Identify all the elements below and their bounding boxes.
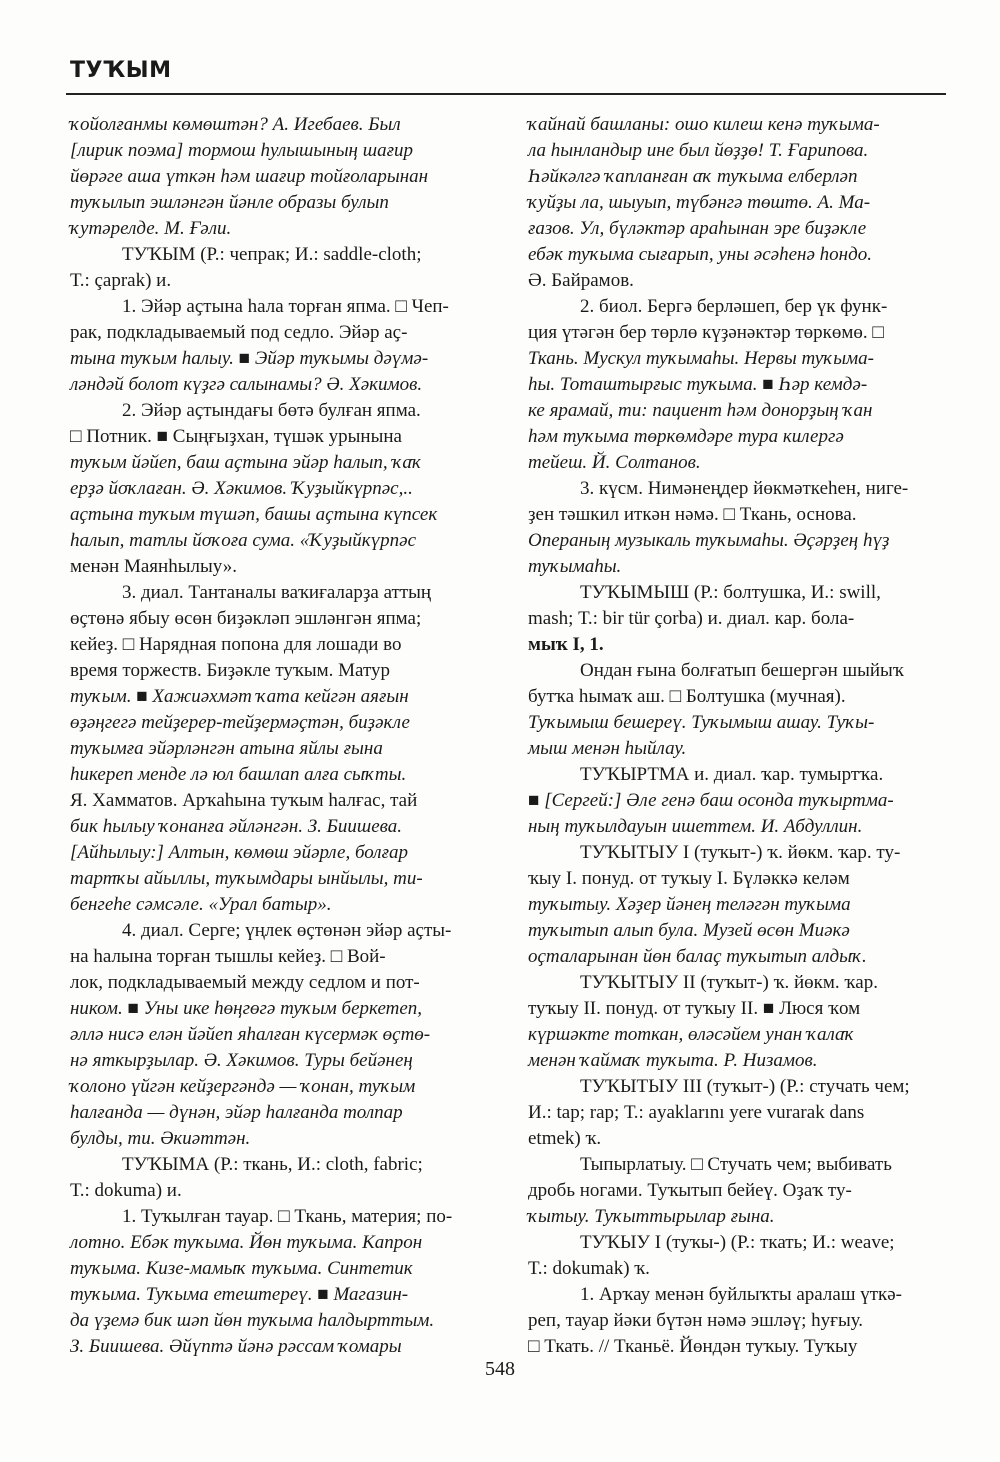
text-line: etmek) ҡ.: [528, 1128, 602, 1149]
text-line: Операның музыкаль туҡымаһы. Әҫәрҙең һүҙ: [528, 530, 890, 551]
page-number: 548: [485, 1358, 515, 1380]
sense-line: 2. биол. Бергә берләшеп, бер үк функ-: [580, 296, 888, 317]
text-line: ция үтәгән бер төрлө күҙәнәктәр төркөмө. □: [528, 322, 884, 343]
text-line: бик һылыу ҡонанға әйләнгән. З. Биишева.: [70, 816, 403, 837]
left-column: [70, 112, 490, 1360]
entry-headword-line: ТУҠЫУ I (туҡы-) (Р.: ткать; И.: weave;: [580, 1232, 895, 1253]
text-line: ҡуйҙы ла, шыуып, түбәнгә төштө. А. Ма-: [528, 192, 871, 213]
text-line: тартҡы айыллы, туҡымдары ынйылы, ти-: [70, 868, 423, 889]
text-line: һәм туҡыма төркөмдәре тура килергә: [528, 426, 844, 447]
text-line: на һалына торған тышлы кейеҙ. □ Вой-: [70, 946, 386, 967]
text-line: һалып, татлы йоҡоға сума. «Ҡуҙыйкүрпәс: [70, 530, 417, 551]
text-line: һы. Тоташтырғыс туҡыма. ■ Һәр кемдә-: [528, 374, 868, 395]
text-line: һикереп менде лә юл башлап алға сыҡты.: [70, 764, 407, 785]
text-line: [лирик поэма] тормош һулышының шағир: [70, 140, 413, 161]
text-line: туҡым. ■ Хажиәхмәт ҡата кейгән аяғын: [70, 686, 409, 707]
text-line: туҡым йәйеп, баш аҫтына эйәр һалып, ҡаҡ: [70, 452, 422, 473]
text-line: лотно. Ебәк туҡыма. Йөн туҡыма. Капрон: [70, 1232, 423, 1253]
text-line: рак, подкладываемый под седло. Эйәр аҫ-: [70, 322, 408, 343]
text-line: ҙен тәшкил иткән нәмә. □ Ткань, основа.: [528, 504, 857, 525]
text-line: тейеш. Й. Солтанов.: [528, 452, 701, 473]
text-line: менән ҡаймаҡ туҡыта. Р. Низамов.: [528, 1050, 818, 1071]
text-line: туҡытыу. Хәҙер йәнең теләгән туҡыма: [528, 894, 851, 915]
sense-line: 1. Эйәр аҫтына һала торған япма. □ Чеп-: [122, 296, 449, 317]
text-line: ғазов. Ул, бүләктәр араһынан эре биҙәкле: [528, 218, 867, 239]
text-line: бенгеһе сәмсәле. «Урал батыр».: [70, 894, 332, 915]
entry-headword-line: ТУҠЫМ (Р.: чепрак; И.: saddle-cloth;: [122, 244, 422, 265]
text-line: күршәкте тоткан, өләсәйем унан ҡалаҡ: [528, 1024, 855, 1045]
text-line: туҡымға эйәрләнгән атына яйлы ғына: [70, 738, 383, 759]
text-line: йөрәге аша үткән һәм шағир тойғоларынан: [70, 166, 429, 187]
text-line: □ Потник. ■ Сыңғыҙхан, түшәк урынына: [70, 426, 402, 447]
text-line: □ Ткать. // Тканьё. Йөндән туҡыу. Туҡыу: [528, 1336, 858, 1357]
entry-headword-line: ТУҠЫТЫУ II (туҡыт-) ҡ. йөкм. ҡар.: [580, 972, 878, 993]
entry-headword-line: ТУҠЫТЫУ I (туҡыт-) ҡ. йөкм. ҡар. ту-: [580, 842, 901, 863]
text-line: Я. Хамматов. Арҡаһына туҡым һалғас, тай: [70, 790, 418, 811]
text-line: туҡыу II. понуд. от туҡыу II. ■ Люся ҡом: [528, 998, 861, 1019]
text-line: мыш менән һыйлау.: [528, 738, 687, 759]
text-line: ҡойолғанмы көмөштән? А. Игебаев. Был: [70, 114, 401, 135]
running-head: ТУҠЫМ: [70, 58, 172, 83]
text-line: оҫталарынан йөн балаҫ туҡытып алдыҡ.: [528, 946, 867, 967]
definition-line: Ондан ғына болғатып бешергән шыйыҡ: [580, 660, 904, 681]
sense-line: 2. Эйәр аҫтындағы бөтә булған япма.: [122, 400, 421, 421]
entry-headword-line: ТУҠЫМЫШ (Р.: болтушка, И.: swill,: [580, 582, 881, 603]
text-line: лок, подкладываемый между седлом и пот-: [70, 972, 420, 993]
text-line: ником. ■ Уны ике һөңгөгә туҡым беркетеп,: [70, 998, 423, 1019]
text-line: һалғанда — дүнән, эйәр һалғанда толпар: [70, 1102, 403, 1123]
text-line: мыҡ I, 1.: [528, 634, 604, 655]
sense-line: 3. диал. Тантаналы ваҡиғаларҙа аттың: [122, 582, 432, 603]
text-line: булды, ти. Әкиәттән.: [70, 1128, 251, 1149]
text-line: ләндәй болот күҙгә салынамы? Ә. Хәкимов.: [70, 374, 423, 395]
text-line: туҡытып алып була. Музей өсөн Миәкә: [528, 920, 850, 941]
text-line: Ткань. Мускул туҡымаһы. Нервы туҡыма-: [528, 348, 875, 369]
text-line: ның туҡылдауын ишеттем. И. Абдуллин.: [528, 816, 863, 837]
text-line: Туҡымыш бешереү. Туҡымыш ашау. Туҡы-: [528, 712, 875, 733]
text-line: туҡыма. Туҡыма етештереү. ■ Магазин-: [70, 1284, 409, 1305]
text-line: кейеҙ. □ Нарядная попона для лошади во: [70, 634, 402, 655]
text-line: Т.: dokumak) ҡ.: [528, 1258, 650, 1279]
text-line: З. Биишева. Әйүптә йәнә рәссам ҡомары: [70, 1336, 402, 1357]
text-line: И.: tap; rap; Т.: ayaklarını yere vurarak dans: [528, 1102, 865, 1123]
text-line: туҡылып эшләнгән йәнле образы булып: [70, 192, 389, 213]
text-line: [Айһылыу:] Алтын, көмөш эйәрле, болғар: [70, 842, 408, 863]
text-line: туҡыма. Кизе-мамыҡ туҡыма. Синтетик: [70, 1258, 413, 1279]
text-line: дробь ногами. Туҡытып бейеү. Оҙаҡ ту-: [528, 1180, 852, 1201]
header-rule: [66, 93, 946, 95]
text-line: ҡыу I. понуд. от туҡыу I. Бүләккә келәм: [528, 868, 850, 889]
text-line: нә яткырҙылар. Ә. Хәкимов. Туры бейәнең: [70, 1050, 413, 1071]
text-line: өҫтөнә ябыу өсөн биҙәкләп эшләнгән япма;: [70, 608, 422, 629]
text-line: ҡайнай башланы: ошо килеш кенә туҡыма-: [528, 114, 880, 135]
sense-line: 1. Туҡылған тауар. □ Ткань, материя; по-: [122, 1206, 453, 1227]
text-line: Һәйкәлгә ҡапланған аҡ туҡыма елберләп: [528, 166, 858, 187]
text-line: ла һынландыр ине был йөҙҙө! Т. Ғарипова.: [528, 140, 869, 161]
text-line: өҙәңгегә тейҙерер-тейҙермәҫтән, биҙәкле: [70, 712, 410, 733]
text-line: ҡытыу. Туҡыттырылар ғына.: [528, 1206, 775, 1227]
definition-line: Тыпырлатыу. □ Стучать чем; выбивать: [580, 1154, 892, 1175]
text-line: менән Маянһылыу».: [70, 556, 237, 577]
text-line: аҫтына туҡым түшәп, башы аҫтына күпсек: [70, 504, 438, 525]
sense-line: 3. күсм. Нимәнеңдер йөкмәткеһен, ниге-: [580, 478, 909, 499]
text-line: ке ярамай, ти: пациент һәм донорҙың ҡан: [528, 400, 873, 421]
text-line: Т.: dokuma) и.: [70, 1180, 182, 1201]
text-line: ебәк туҡыма сығарып, уны әсәһенә һондо.: [528, 244, 872, 265]
text-line: бутҡа һымаҡ аш. □ Болтушка (мучная).: [528, 686, 846, 707]
text-line: mash; Т.: bir tür çorba) и. диал. кар. бола-: [528, 608, 855, 629]
text-line: Т.: çaprak) и.: [70, 270, 172, 291]
text-line: әллә нисә елән йәйеп яһалған күсермәк өҫтө-: [70, 1024, 431, 1045]
text-line: туҡымаһы.: [528, 556, 622, 577]
entry-headword-line: ТУҠЫМА (Р.: ткань, И.: cloth, fabric;: [122, 1154, 423, 1175]
text-line: ҡутәрелде. М. Ғәли.: [70, 218, 232, 239]
right-column: [528, 112, 948, 1360]
text-line: реп, тауар йәки бүтән нәмә эшләү; һуғыу.: [528, 1310, 864, 1331]
text-line: ҡолоно үйгән кейҙергәндә — ҡонан, туҡым: [70, 1076, 416, 1097]
text-line: да үҙемә бик шәп йөн туҡыма һалдырттым.: [70, 1310, 435, 1331]
text-line: ■ [Сергей:] Әле генә баш осонда туҡыртма-: [528, 790, 894, 811]
entry-headword-line: ТУҠЫРТМА и. диал. ҡар. тумыртҡа.: [580, 764, 884, 785]
entry-headword-line: ТУҠЫТЫУ III (туҡыт-) (Р.: стучать чем;: [580, 1076, 910, 1097]
text-line: тына туҡым һалыу. ■ Эйәр туҡымы дәүмә-: [70, 348, 429, 369]
text-line: ерҙә йоҡлаған. Ә. Хәкимов. Ҡуҙыйкүрпәс,..: [70, 478, 413, 499]
sense-line: 1. Арҡау менән буйлыҡты аралаш үткә-: [580, 1284, 902, 1305]
sense-line: 4. диал. Серге; үңлек өҫтөнән эйәр аҫты-: [122, 920, 452, 941]
text-line: время торжеств. Биҙәкле туҡым. Матур: [70, 660, 390, 681]
text-line: Ә. Байрамов.: [528, 270, 634, 291]
